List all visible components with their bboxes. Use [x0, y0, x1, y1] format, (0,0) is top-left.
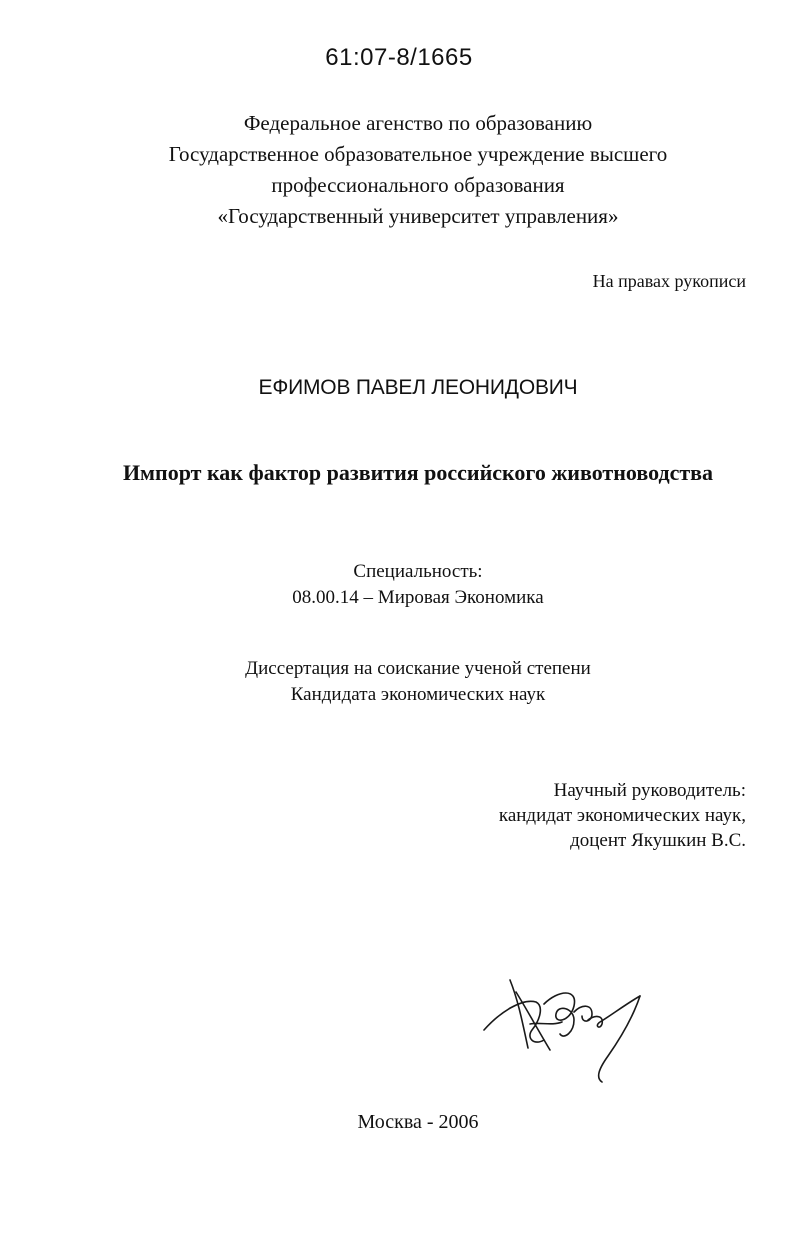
- supervisor-degree: кандидат экономических наук,: [498, 805, 746, 826]
- rights-note: На правах рукописи: [592, 271, 746, 291]
- author-name: ЕФИМОВ ПАВЕЛ ЛЕОНИДОВИЧ: [258, 376, 578, 399]
- organization-type-cont: профессионального образования: [271, 173, 565, 197]
- organization-type: Государственное образовательное учреждение высшего: [168, 142, 668, 166]
- supervisor-block: [499, 778, 746, 853]
- specialty-block: [0, 559, 798, 611]
- call-number: 61:07-8/1665: [325, 44, 473, 71]
- degree-line-1: Диссертация на соискание ученой степени: [245, 658, 591, 679]
- organization-university: «Государственный университет управления»: [217, 204, 619, 228]
- organization-agency: Федеральное агенство по образованию: [243, 111, 593, 135]
- dissertation-title: Импорт как фактор развития российского животноводства: [122, 460, 714, 485]
- signature-icon: [470, 960, 660, 1090]
- specialty-value: 08.00.14 – Мировая Экономика: [292, 587, 544, 608]
- footer-city-year: Москва - 2006: [357, 1111, 479, 1133]
- supervisor-name: доцент Якушкин В.С.: [570, 830, 746, 851]
- supervisor-label: Научный руководитель:: [553, 780, 746, 801]
- organization-header: [0, 108, 798, 232]
- degree-line-2: Кандидата экономических наук: [290, 684, 546, 705]
- degree-block: [0, 656, 798, 708]
- specialty-label: Специальность:: [353, 561, 483, 582]
